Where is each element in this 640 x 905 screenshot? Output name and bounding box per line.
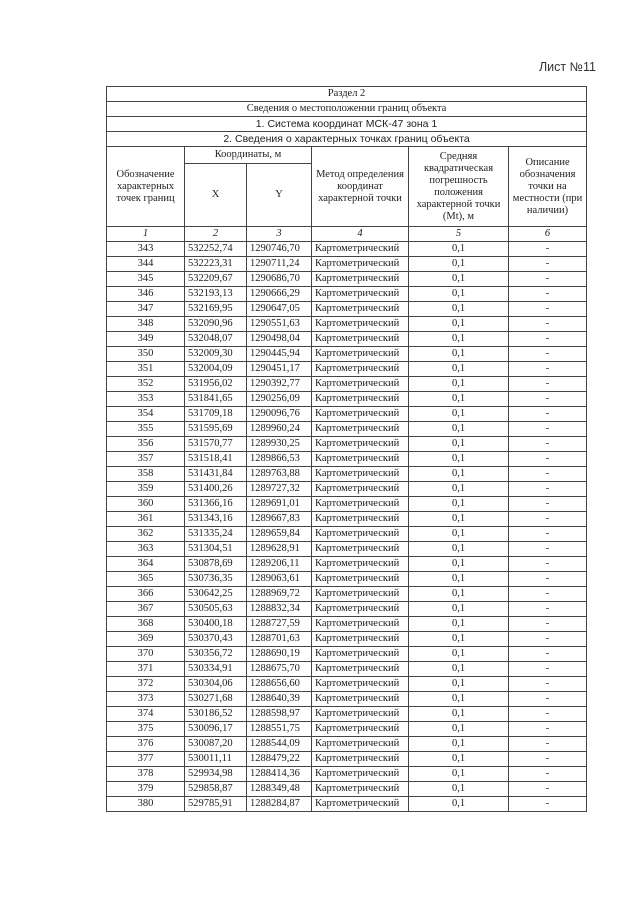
error-mt: 0,1 xyxy=(409,767,509,782)
coord-y: 1290498,04 xyxy=(247,332,312,347)
coord-y: 1288479,22 xyxy=(247,752,312,767)
table-row xyxy=(107,752,587,767)
coord-y: 1289960,24 xyxy=(247,422,312,437)
point-number: 363 xyxy=(107,542,185,557)
method: Картометрический xyxy=(312,332,409,347)
coord-x: 531709,18 xyxy=(185,407,247,422)
table-row xyxy=(107,437,587,452)
point-number: 376 xyxy=(107,737,185,752)
coord-x: 531343,16 xyxy=(185,512,247,527)
table-row xyxy=(107,707,587,722)
point-number: 371 xyxy=(107,662,185,677)
coord-x: 532004,09 xyxy=(185,362,247,377)
table-row xyxy=(107,362,587,377)
coord-y: 1290392,77 xyxy=(247,377,312,392)
description: - xyxy=(509,647,587,662)
table-row xyxy=(107,392,587,407)
coord-x: 531956,02 xyxy=(185,377,247,392)
error-mt: 0,1 xyxy=(409,722,509,737)
table-row xyxy=(107,767,587,782)
error-mt: 0,1 xyxy=(409,362,509,377)
method: Картометрический xyxy=(312,497,409,512)
coord-y: 1289930,25 xyxy=(247,437,312,452)
coord-y: 1288598,97 xyxy=(247,707,312,722)
coord-x: 531518,41 xyxy=(185,452,247,467)
point-number: 352 xyxy=(107,377,185,392)
boundary-points-table xyxy=(106,86,587,812)
coord-x: 532009,30 xyxy=(185,347,247,362)
method: Картометрический xyxy=(312,662,409,677)
method: Картометрический xyxy=(312,617,409,632)
table-row xyxy=(107,602,587,617)
coord-x: 530736,35 xyxy=(185,572,247,587)
method: Картометрический xyxy=(312,437,409,452)
description: - xyxy=(509,287,587,302)
table-row xyxy=(107,317,587,332)
description: - xyxy=(509,737,587,752)
coord-y: 1288284,87 xyxy=(247,797,312,812)
coord-x: 530304,06 xyxy=(185,677,247,692)
method: Картометрический xyxy=(312,587,409,602)
description: - xyxy=(509,272,587,287)
method: Картометрический xyxy=(312,797,409,812)
coord-y: 1288414,36 xyxy=(247,767,312,782)
description: - xyxy=(509,602,587,617)
coord-y: 1289763,88 xyxy=(247,467,312,482)
header-error: Средняя квадратическая погрешность положения характерной точки (Mt), м xyxy=(409,147,509,227)
table-row xyxy=(107,587,587,602)
point-number: 357 xyxy=(107,452,185,467)
point-number: 367 xyxy=(107,602,185,617)
description: - xyxy=(509,587,587,602)
coord-y: 1288656,60 xyxy=(247,677,312,692)
method: Картометрический xyxy=(312,782,409,797)
point-number: 364 xyxy=(107,557,185,572)
coord-y: 1289866,53 xyxy=(247,452,312,467)
point-number: 366 xyxy=(107,587,185,602)
coord-y: 1288727,59 xyxy=(247,617,312,632)
method: Картометрический xyxy=(312,767,409,782)
points-rows xyxy=(107,242,587,812)
description: - xyxy=(509,452,587,467)
description: - xyxy=(509,722,587,737)
point-number: 358 xyxy=(107,467,185,482)
coord-y: 1289667,83 xyxy=(247,512,312,527)
coord-x: 532252,74 xyxy=(185,242,247,257)
coord-y: 1290256,09 xyxy=(247,392,312,407)
description: - xyxy=(509,377,587,392)
coord-x: 529858,87 xyxy=(185,782,247,797)
method: Картометрический xyxy=(312,482,409,497)
table-row xyxy=(107,797,587,812)
error-mt: 0,1 xyxy=(409,632,509,647)
coord-y: 1290451,17 xyxy=(247,362,312,377)
column-number: 3 xyxy=(247,227,312,242)
description: - xyxy=(509,302,587,317)
error-mt: 0,1 xyxy=(409,437,509,452)
point-number: 353 xyxy=(107,392,185,407)
method: Картометрический xyxy=(312,347,409,362)
table-row xyxy=(107,572,587,587)
coord-y: 1290711,24 xyxy=(247,257,312,272)
method: Картометрический xyxy=(312,392,409,407)
table-row xyxy=(107,677,587,692)
header-description: Описание обозначения точки на местности (при наличии) xyxy=(509,147,587,227)
error-mt: 0,1 xyxy=(409,332,509,347)
coord-y: 1288640,39 xyxy=(247,692,312,707)
error-mt: 0,1 xyxy=(409,482,509,497)
table-row xyxy=(107,452,587,467)
error-mt: 0,1 xyxy=(409,422,509,437)
point-number: 354 xyxy=(107,407,185,422)
point-number: 346 xyxy=(107,287,185,302)
coord-y: 1289691,01 xyxy=(247,497,312,512)
coord-y: 1290445,94 xyxy=(247,347,312,362)
method: Картометрический xyxy=(312,257,409,272)
point-number: 351 xyxy=(107,362,185,377)
coord-x: 532090,96 xyxy=(185,317,247,332)
coord-x: 530505,63 xyxy=(185,602,247,617)
coord-x: 532223,31 xyxy=(185,257,247,272)
column-number: 6 xyxy=(509,227,587,242)
description: - xyxy=(509,632,587,647)
table-row xyxy=(107,662,587,677)
table-row xyxy=(107,242,587,257)
table-row xyxy=(107,272,587,287)
error-mt: 0,1 xyxy=(409,587,509,602)
table-row xyxy=(107,287,587,302)
table-row xyxy=(107,482,587,497)
coord-x: 531366,16 xyxy=(185,497,247,512)
point-number: 361 xyxy=(107,512,185,527)
method: Картометрический xyxy=(312,752,409,767)
coord-x: 530400,18 xyxy=(185,617,247,632)
description: - xyxy=(509,437,587,452)
coord-y: 1290686,70 xyxy=(247,272,312,287)
description: - xyxy=(509,497,587,512)
error-mt: 0,1 xyxy=(409,557,509,572)
error-mt: 0,1 xyxy=(409,452,509,467)
coord-y: 1290096,76 xyxy=(247,407,312,422)
description: - xyxy=(509,767,587,782)
coord-x: 530011,11 xyxy=(185,752,247,767)
section-subtitle: Сведения о местоположении границ объекта xyxy=(107,102,587,117)
point-number: 368 xyxy=(107,617,185,632)
coord-y: 1289206,11 xyxy=(247,557,312,572)
method: Картометрический xyxy=(312,632,409,647)
table-row xyxy=(107,737,587,752)
method: Картометрический xyxy=(312,362,409,377)
description: - xyxy=(509,557,587,572)
error-mt: 0,1 xyxy=(409,467,509,482)
error-mt: 0,1 xyxy=(409,542,509,557)
error-mt: 0,1 xyxy=(409,737,509,752)
coord-y: 1289628,91 xyxy=(247,542,312,557)
table-row xyxy=(107,377,587,392)
description: - xyxy=(509,257,587,272)
description: - xyxy=(509,242,587,257)
coord-y: 1288832,34 xyxy=(247,602,312,617)
coord-x: 530271,68 xyxy=(185,692,247,707)
description: - xyxy=(509,392,587,407)
coord-x: 529785,91 xyxy=(185,797,247,812)
error-mt: 0,1 xyxy=(409,407,509,422)
error-mt: 0,1 xyxy=(409,392,509,407)
error-mt: 0,1 xyxy=(409,797,509,812)
method: Картометрический xyxy=(312,407,409,422)
method: Картометрический xyxy=(312,302,409,317)
point-number: 350 xyxy=(107,347,185,362)
method: Картометрический xyxy=(312,557,409,572)
header-designation: Обозначение характерных точек границ xyxy=(107,147,185,227)
method: Картометрический xyxy=(312,677,409,692)
error-mt: 0,1 xyxy=(409,572,509,587)
coord-y: 1289659,84 xyxy=(247,527,312,542)
coord-x: 531595,69 xyxy=(185,422,247,437)
point-number: 362 xyxy=(107,527,185,542)
coord-y: 1288969,72 xyxy=(247,587,312,602)
method: Картометрический xyxy=(312,542,409,557)
table-row xyxy=(107,257,587,272)
coord-x: 531304,51 xyxy=(185,542,247,557)
error-mt: 0,1 xyxy=(409,317,509,332)
table-row xyxy=(107,467,587,482)
coord-x: 532193,13 xyxy=(185,287,247,302)
table-row xyxy=(107,347,587,362)
point-number: 370 xyxy=(107,647,185,662)
point-number: 355 xyxy=(107,422,185,437)
description: - xyxy=(509,467,587,482)
coord-x: 531335,24 xyxy=(185,527,247,542)
table-row xyxy=(107,617,587,632)
method: Картометрический xyxy=(312,272,409,287)
point-number: 347 xyxy=(107,302,185,317)
header-x: X xyxy=(185,164,247,227)
description: - xyxy=(509,362,587,377)
point-number: 379 xyxy=(107,782,185,797)
coord-x: 530087,20 xyxy=(185,737,247,752)
error-mt: 0,1 xyxy=(409,527,509,542)
table-row xyxy=(107,302,587,317)
coordinate-system: 1. Система координат МСК-47 зона 1 xyxy=(107,117,587,132)
coord-x: 529934,98 xyxy=(185,767,247,782)
method: Картометрический xyxy=(312,467,409,482)
coord-y: 1288690,19 xyxy=(247,647,312,662)
coord-x: 532209,67 xyxy=(185,272,247,287)
coord-x: 530334,91 xyxy=(185,662,247,677)
description: - xyxy=(509,422,587,437)
coord-y: 1289727,32 xyxy=(247,482,312,497)
table-row xyxy=(107,512,587,527)
method: Картометрический xyxy=(312,512,409,527)
description: - xyxy=(509,542,587,557)
coord-x: 532048,07 xyxy=(185,332,247,347)
coord-x: 531400,26 xyxy=(185,482,247,497)
point-number: 374 xyxy=(107,707,185,722)
coord-y: 1290666,29 xyxy=(247,287,312,302)
method: Картометрический xyxy=(312,602,409,617)
description: - xyxy=(509,527,587,542)
coord-x: 530370,43 xyxy=(185,632,247,647)
error-mt: 0,1 xyxy=(409,677,509,692)
description: - xyxy=(509,617,587,632)
coord-y: 1290746,70 xyxy=(247,242,312,257)
error-mt: 0,1 xyxy=(409,242,509,257)
point-number: 380 xyxy=(107,797,185,812)
column-number: 4 xyxy=(312,227,409,242)
coord-y: 1288675,70 xyxy=(247,662,312,677)
points-heading: 2. Сведения о характерных точках границ объекта xyxy=(107,132,587,147)
point-number: 365 xyxy=(107,572,185,587)
description: - xyxy=(509,692,587,707)
section-title: Раздел 2 xyxy=(107,87,587,102)
table-row xyxy=(107,542,587,557)
coord-x: 531841,65 xyxy=(185,392,247,407)
description: - xyxy=(509,752,587,767)
table-row xyxy=(107,422,587,437)
coord-x: 530186,52 xyxy=(185,707,247,722)
description: - xyxy=(509,572,587,587)
header-method: Метод определения координат характерной точки xyxy=(312,147,409,227)
coord-x: 530356,72 xyxy=(185,647,247,662)
coord-x: 530878,69 xyxy=(185,557,247,572)
point-number: 360 xyxy=(107,497,185,512)
point-number: 378 xyxy=(107,767,185,782)
sheet-number: Лист №11 xyxy=(538,60,596,74)
column-number: 5 xyxy=(409,227,509,242)
method: Картометрический xyxy=(312,287,409,302)
method: Картометрический xyxy=(312,452,409,467)
method: Картометрический xyxy=(312,722,409,737)
table-row xyxy=(107,332,587,347)
table-row xyxy=(107,557,587,572)
point-number: 369 xyxy=(107,632,185,647)
point-number: 345 xyxy=(107,272,185,287)
coord-x: 532169,95 xyxy=(185,302,247,317)
coord-x: 530096,17 xyxy=(185,722,247,737)
description: - xyxy=(509,707,587,722)
method: Картометрический xyxy=(312,242,409,257)
header-y: Y xyxy=(247,164,312,227)
method: Картометрический xyxy=(312,572,409,587)
coord-y: 1290647,05 xyxy=(247,302,312,317)
description: - xyxy=(509,482,587,497)
description: - xyxy=(509,662,587,677)
coord-y: 1288551,75 xyxy=(247,722,312,737)
error-mt: 0,1 xyxy=(409,257,509,272)
error-mt: 0,1 xyxy=(409,692,509,707)
point-number: 348 xyxy=(107,317,185,332)
table-row xyxy=(107,527,587,542)
error-mt: 0,1 xyxy=(409,272,509,287)
error-mt: 0,1 xyxy=(409,302,509,317)
error-mt: 0,1 xyxy=(409,287,509,302)
table-row xyxy=(107,782,587,797)
method: Картометрический xyxy=(312,422,409,437)
description: - xyxy=(509,512,587,527)
method: Картометрический xyxy=(312,317,409,332)
column-number: 1 xyxy=(107,227,185,242)
point-number: 375 xyxy=(107,722,185,737)
point-number: 373 xyxy=(107,692,185,707)
table-row xyxy=(107,647,587,662)
table-row xyxy=(107,497,587,512)
error-mt: 0,1 xyxy=(409,662,509,677)
point-number: 343 xyxy=(107,242,185,257)
method: Картометрический xyxy=(312,647,409,662)
header-coordinates: Координаты, м xyxy=(185,147,312,164)
error-mt: 0,1 xyxy=(409,347,509,362)
method: Картометрический xyxy=(312,377,409,392)
table-row xyxy=(107,722,587,737)
error-mt: 0,1 xyxy=(409,497,509,512)
point-number: 344 xyxy=(107,257,185,272)
error-mt: 0,1 xyxy=(409,752,509,767)
method: Картометрический xyxy=(312,527,409,542)
error-mt: 0,1 xyxy=(409,617,509,632)
coord-x: 531431,84 xyxy=(185,467,247,482)
coord-y: 1288544,09 xyxy=(247,737,312,752)
coord-y: 1288349,48 xyxy=(247,782,312,797)
description: - xyxy=(509,677,587,692)
error-mt: 0,1 xyxy=(409,512,509,527)
table-row xyxy=(107,407,587,422)
description: - xyxy=(509,797,587,812)
coord-y: 1288701,63 xyxy=(247,632,312,647)
point-number: 377 xyxy=(107,752,185,767)
coord-y: 1290551,63 xyxy=(247,317,312,332)
table-row xyxy=(107,632,587,647)
description: - xyxy=(509,782,587,797)
error-mt: 0,1 xyxy=(409,602,509,617)
point-number: 359 xyxy=(107,482,185,497)
description: - xyxy=(509,407,587,422)
point-number: 349 xyxy=(107,332,185,347)
point-number: 356 xyxy=(107,437,185,452)
error-mt: 0,1 xyxy=(409,782,509,797)
description: - xyxy=(509,332,587,347)
description: - xyxy=(509,317,587,332)
error-mt: 0,1 xyxy=(409,647,509,662)
method: Картометрический xyxy=(312,707,409,722)
column-number: 2 xyxy=(185,227,247,242)
description: - xyxy=(509,347,587,362)
error-mt: 0,1 xyxy=(409,377,509,392)
point-number: 372 xyxy=(107,677,185,692)
table-row xyxy=(107,692,587,707)
coord-x: 530642,25 xyxy=(185,587,247,602)
error-mt: 0,1 xyxy=(409,707,509,722)
coord-y: 1289063,61 xyxy=(247,572,312,587)
coord-x: 531570,77 xyxy=(185,437,247,452)
method: Картометрический xyxy=(312,692,409,707)
method: Картометрический xyxy=(312,737,409,752)
